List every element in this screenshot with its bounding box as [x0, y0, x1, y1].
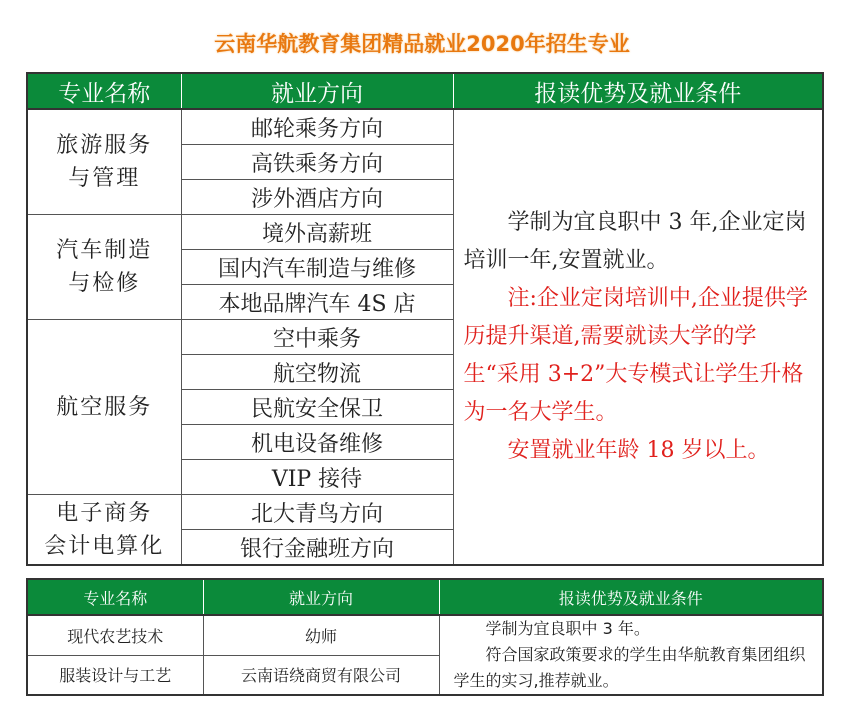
major-tourism: 旅游服务 与管理	[27, 109, 181, 215]
direction-cell: VIP 接待	[181, 460, 453, 495]
major-aviation: 航空服务	[27, 320, 181, 495]
direction-cell: 北大青鸟方向	[181, 495, 453, 530]
conditions-note: 注:企业定岗培训中,企业提供学历提升渠道,需要就读大学的学生“采用 3+2”大专模式让学生升格为一名大学生。	[463, 286, 808, 425]
conditions-line1: 学制为宜良职中 3 年,企业定岗培训一年,安置就业。	[463, 210, 807, 273]
header-direction: 就业方向	[181, 73, 453, 109]
conditions-line1: 学制为宜良职中 3 年。	[485, 619, 650, 638]
direction-cell: 航空物流	[181, 355, 453, 390]
major-cell: 现代农艺技术	[27, 615, 203, 655]
direction-cell: 境外高薪班	[181, 215, 453, 250]
header-direction: 就业方向	[203, 579, 439, 615]
majors-table-secondary	[26, 578, 824, 696]
direction-cell: 空中乘务	[181, 320, 453, 355]
direction-cell: 高铁乘务方向	[181, 145, 453, 180]
direction-cell: 邮轮乘务方向	[181, 109, 453, 145]
page-title: 云南华航教育集团精品就业2020年招生专业	[214, 32, 630, 56]
direction-cell: 国内汽车制造与维修	[181, 250, 453, 285]
conditions-age: 安置就业年龄 18 岁以上。	[507, 438, 770, 463]
direction-cell: 幼师	[203, 615, 439, 655]
major-automotive: 汽车制造 与检修	[27, 215, 181, 320]
header-major: 专业名称	[27, 579, 203, 615]
major-ecommerce-accounting: 电子商务 会计电算化	[27, 495, 181, 566]
majors-table-primary	[26, 72, 824, 566]
conditions-cell	[453, 109, 823, 565]
header-conditions: 报读优势及就业条件	[453, 73, 823, 109]
direction-cell: 民航安全保卫	[181, 390, 453, 425]
direction-cell: 涉外酒店方向	[181, 180, 453, 215]
direction-cell: 云南语绕商贸有限公司	[203, 655, 439, 695]
conditions-line2: 符合国家政策要求的学生由华航教育集团组织学生的实习,推荐就业。	[453, 645, 806, 690]
header-conditions: 报读优势及就业条件	[439, 579, 823, 615]
direction-cell: 银行金融班方向	[181, 530, 453, 566]
direction-cell: 本地品牌汽车 4S 店	[181, 285, 453, 320]
direction-cell: 机电设备维修	[181, 425, 453, 460]
major-cell: 服装设计与工艺	[27, 655, 203, 695]
conditions-cell	[439, 615, 823, 695]
header-major: 专业名称	[27, 73, 181, 109]
